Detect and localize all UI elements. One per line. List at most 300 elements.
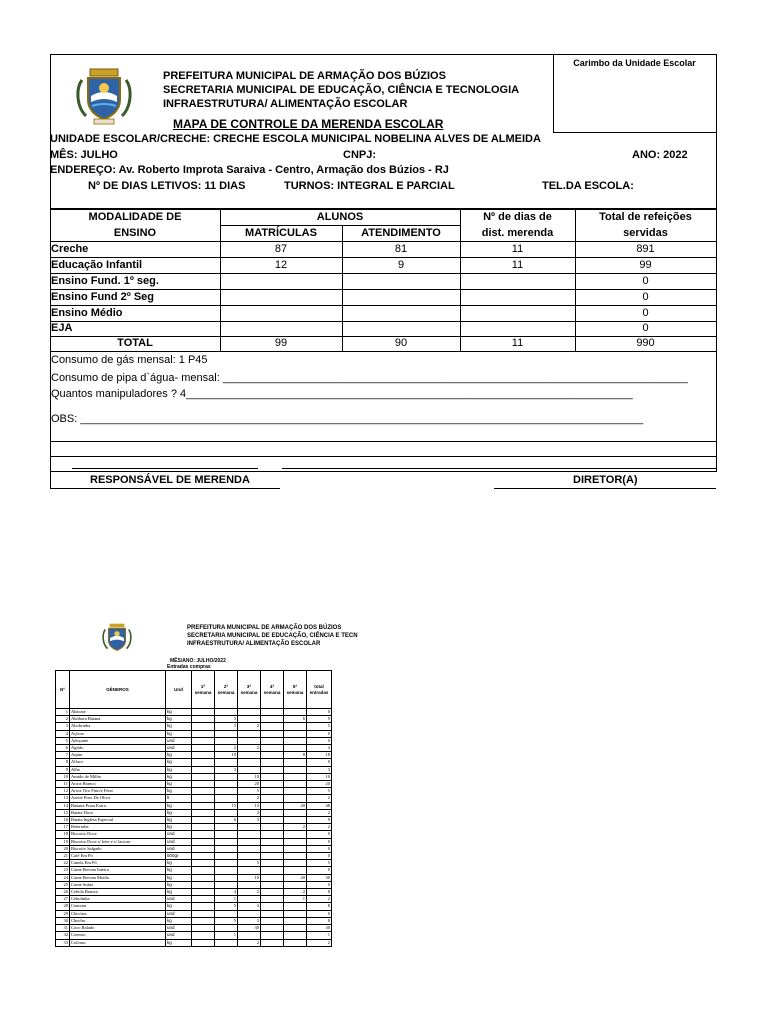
table-cell: kg — [166, 781, 192, 788]
year: ANO: 2022 — [632, 149, 688, 161]
table-cell: 0 — [307, 867, 332, 874]
table-row — [56, 896, 332, 903]
row-name: Ensino Fund 2º Seg — [51, 291, 155, 303]
table-cell: 8 — [284, 752, 307, 759]
table-cell: 8 — [56, 759, 70, 766]
table-row — [56, 752, 332, 759]
table-row — [56, 716, 332, 723]
table-cell — [192, 932, 215, 939]
table-cell: 3 — [307, 766, 332, 773]
table-cell — [192, 817, 215, 824]
table-cell: 14 — [56, 802, 70, 809]
table-cell: 30 — [307, 874, 332, 881]
table-cell: 1 — [284, 896, 307, 903]
table-cell — [284, 917, 307, 924]
table-cell: 5 — [238, 788, 261, 795]
table-cell: Abobrinha — [70, 723, 166, 730]
table-cell — [284, 853, 307, 860]
table-cell: kg — [166, 752, 192, 759]
col-alunos: ALUNOS — [316, 211, 364, 223]
table-cell — [192, 716, 215, 723]
table-cell: Café Em Pó — [70, 853, 166, 860]
table-cell: Banana Prata Extra — [70, 802, 166, 809]
table-cell: Biscoito Doce s/ leite e s/ lactose — [70, 838, 166, 845]
table-header-cell: Nº — [56, 671, 70, 709]
table-cell — [215, 759, 238, 766]
table-cell: Aipim — [70, 752, 166, 759]
table-cell: 2 — [307, 824, 332, 831]
col-modalidade-1: MODALIDADE DE — [88, 211, 182, 223]
table-cell — [261, 845, 284, 852]
gas-consumption: Consumo de gás mensal: 1 P45 — [51, 354, 208, 366]
table-cell: Amido de Milho — [70, 773, 166, 780]
table-cell: 10 — [307, 773, 332, 780]
table-cell: 5 — [56, 737, 70, 744]
row-name: Ensino Fund. 1º seg. — [51, 275, 159, 287]
table-cell — [238, 932, 261, 939]
col-dias-1: Nº de dias de — [483, 211, 552, 223]
table-cell — [261, 867, 284, 874]
city-crest-logo — [72, 66, 136, 126]
table-cell — [215, 853, 238, 860]
table-cell: kg — [166, 809, 192, 816]
col-matriculas: MATRÍCULAS — [245, 227, 317, 239]
table-cell: kg — [166, 802, 192, 809]
table-cell: 18 — [56, 831, 70, 838]
table-cell — [192, 709, 215, 716]
table-cell — [238, 881, 261, 888]
table-cell: Cebola Branca — [70, 889, 166, 896]
table-cell: 2 — [307, 939, 332, 946]
table-cell: 26 — [56, 889, 70, 896]
table-cell: 2 — [238, 745, 261, 752]
table-cell: Canela Em Pó — [70, 860, 166, 867]
table-cell — [261, 759, 284, 766]
table-cell: kg — [166, 824, 192, 831]
table-cell — [215, 860, 238, 867]
table-cell: 16 — [56, 817, 70, 824]
table-cell: 6 — [215, 817, 238, 824]
table-cell: 18 — [307, 752, 332, 759]
table-cell: kg — [166, 917, 192, 924]
table-cell: 13 — [238, 802, 261, 809]
table-cell: 5 — [215, 917, 238, 924]
table-row — [56, 910, 332, 917]
observations: OBS: ____________________________________________________________________________________________ — [51, 413, 644, 425]
table-header-cell: 4ª semana — [261, 671, 284, 709]
table-cell: 4 — [56, 730, 70, 737]
table-cell: kg — [166, 773, 192, 780]
table-cell: kg — [166, 759, 192, 766]
table-header-cell: 3ª semana — [238, 671, 261, 709]
table-cell — [238, 824, 261, 831]
table-cell: 3 — [238, 917, 261, 924]
row-name: Creche — [51, 243, 89, 255]
table-cell — [192, 795, 215, 802]
table-cell: Arroz Branco — [70, 781, 166, 788]
table-cell — [238, 752, 261, 759]
table-cell — [215, 788, 238, 795]
table-cell — [215, 881, 238, 888]
table-cell: 27 — [56, 896, 70, 903]
table-cell: 3 — [215, 716, 238, 723]
table-cell: 0 — [307, 709, 332, 716]
table-cell: 6 — [284, 716, 307, 723]
table-cell: 500gr — [166, 853, 192, 860]
table-cell — [238, 730, 261, 737]
table-cell — [261, 939, 284, 946]
table-cell — [215, 730, 238, 737]
stamp-label: Carimbo da Unidade Escolar — [573, 58, 696, 68]
table-cell: 10 — [215, 752, 238, 759]
table-cell — [192, 917, 215, 924]
row-total: 99 — [639, 259, 652, 271]
table-cell — [284, 838, 307, 845]
table-cell — [261, 766, 284, 773]
table-cell: kg — [166, 889, 192, 896]
row-dias: 11 — [511, 259, 524, 271]
table-cell: Colorau — [70, 939, 166, 946]
table-header-cell: GÊNEROS — [70, 671, 166, 709]
table-row — [56, 730, 332, 737]
table-cell: 5 — [307, 723, 332, 730]
table-cell — [215, 773, 238, 780]
table-cell: und — [166, 831, 192, 838]
table-cell: 1 — [215, 896, 238, 903]
table-cell: 0 — [307, 730, 332, 737]
table-cell — [192, 737, 215, 744]
table-cell: Carne Bovina Moída — [70, 874, 166, 881]
table-cell: Carne Suína — [70, 881, 166, 888]
col-modalidade-2: ENSINO — [113, 227, 157, 239]
table-cell — [192, 752, 215, 759]
table-row — [56, 860, 332, 867]
table-header-cell: total entradas — [307, 671, 332, 709]
table-cell: 29 — [56, 910, 70, 917]
table-row — [56, 903, 332, 910]
table-cell: kg — [166, 874, 192, 881]
table-cell — [284, 845, 307, 852]
shifts: TURNOS: INTEGRAL E PARCIAL — [284, 180, 455, 192]
table-cell — [284, 809, 307, 816]
table-cell: 21 — [56, 853, 70, 860]
table-cell: 20 — [238, 781, 261, 788]
city-crest-logo-small — [100, 622, 134, 654]
table-cell: Chuchu — [70, 917, 166, 924]
table-cell: Abóbora Baiana — [70, 716, 166, 723]
header-line2: SECRETARIA MUNICIPAL DE EDUCAÇÃO, CIÊNCIA E TECNOLOGIA — [163, 84, 520, 96]
table-cell — [238, 853, 261, 860]
table-cell — [261, 709, 284, 716]
form-title: MAPA DE CONTROLE DA MERENDA ESCOLAR — [173, 117, 444, 131]
table-cell: Biscoito Doce — [70, 831, 166, 838]
table-cell: 5 — [307, 860, 332, 867]
table-row — [56, 817, 332, 824]
table-cell — [261, 817, 284, 824]
table-cell — [261, 881, 284, 888]
table-cell — [192, 809, 215, 816]
table-cell: Arroz Tiro Fino/e Feno — [70, 788, 166, 795]
table-cell: 3 — [56, 723, 70, 730]
table-cell — [192, 925, 215, 932]
table-cell: 2 — [238, 939, 261, 946]
table-cell — [215, 781, 238, 788]
table-cell — [192, 759, 215, 766]
table-cell — [261, 730, 284, 737]
table-cell: 2 — [238, 723, 261, 730]
table-cell — [284, 881, 307, 888]
table-cell — [261, 896, 284, 903]
handlers-count: Quantos manipuladores ? 4_________________________________________________________________________ — [51, 388, 633, 400]
table-cell — [215, 831, 238, 838]
table-row — [56, 802, 332, 809]
table-cell: und — [166, 845, 192, 852]
table-cell: 4 — [307, 745, 332, 752]
table-cell — [261, 773, 284, 780]
merenda-control-form — [50, 54, 716, 488]
row-total: 0 — [642, 322, 649, 334]
table-cell — [192, 889, 215, 896]
p2-header-line3: INFRAESTRUTURA/ ALIMENTAÇÃO ESCOLAR — [187, 641, 321, 647]
table-cell — [261, 809, 284, 816]
total-matriculas: 99 — [274, 337, 288, 349]
table-cell — [261, 838, 284, 845]
table-cell — [284, 932, 307, 939]
table-cell: Coentro — [70, 932, 166, 939]
school-phone: TEL.DA ESCOLA: — [542, 180, 634, 192]
table-cell — [284, 817, 307, 824]
table-cell — [261, 917, 284, 924]
table-cell — [192, 838, 215, 845]
table-cell — [261, 752, 284, 759]
table-cell: und — [166, 737, 192, 744]
table-cell — [215, 867, 238, 874]
table-cell — [261, 802, 284, 809]
purchases-entries-page — [0, 600, 768, 1024]
table-row — [56, 723, 332, 730]
row-total: 0 — [642, 275, 649, 287]
table-cell: 0 — [307, 853, 332, 860]
table-row — [56, 932, 332, 939]
table-cell — [215, 910, 238, 917]
table-cell — [238, 910, 261, 917]
table-cell — [261, 889, 284, 896]
table-cell: 8 — [307, 917, 332, 924]
table-cell: Chicória — [70, 910, 166, 917]
table-cell: 20 — [307, 781, 332, 788]
table-row — [56, 788, 332, 795]
table-cell: Adoçante — [70, 737, 166, 744]
table-cell: 9 — [56, 766, 70, 773]
col-atendimento: ATENDIMENTO — [361, 227, 441, 239]
p2-header-line2: SECRETARIA MUNICIPAL DE EDUCAÇÃO, CIÊNCIA E TECN — [187, 633, 358, 639]
table-cell — [261, 853, 284, 860]
table-cell — [261, 788, 284, 795]
table-cell — [261, 824, 284, 831]
table-cell: Biscoito Salgado — [70, 845, 166, 852]
table-cell: 1 — [56, 709, 70, 716]
table-cell: 48 — [307, 802, 332, 809]
table-cell — [261, 723, 284, 730]
row-total: 0 — [642, 291, 649, 303]
table-cell — [192, 860, 215, 867]
table-cell: Açúcar — [70, 730, 166, 737]
table-cell — [215, 795, 238, 802]
col-total-2: servidas — [623, 227, 668, 239]
table-cell: 3 — [238, 903, 261, 910]
table-row — [56, 745, 332, 752]
table-row — [56, 809, 332, 816]
header-line3: INFRAESTRUTURA/ ALIMENTAÇÃO ESCOLAR — [163, 98, 408, 110]
table-cell: Cenoura — [70, 903, 166, 910]
signature-diretor: DIRETOR(A) — [573, 474, 638, 486]
table-cell: 0 — [307, 838, 332, 845]
table-cell: 9 — [307, 716, 332, 723]
table-cell — [261, 932, 284, 939]
table-cell — [192, 723, 215, 730]
total-atendimento: 90 — [394, 337, 408, 349]
table-cell — [215, 709, 238, 716]
table-cell — [261, 781, 284, 788]
table-cell — [215, 737, 238, 744]
table-cell: lt — [166, 795, 192, 802]
table-cell: 12 — [56, 788, 70, 795]
row-name: Ensino Médio — [51, 307, 123, 319]
table-cell — [192, 788, 215, 795]
row-total: 891 — [636, 243, 655, 255]
table-cell — [261, 910, 284, 917]
table-cell: 5 — [215, 903, 238, 910]
table-cell: und — [166, 910, 192, 917]
table-cell: 3 — [238, 817, 261, 824]
table-row — [56, 889, 332, 896]
table-row — [56, 881, 332, 888]
cnpj: CNPJ: — [343, 149, 377, 161]
table-cell: kg — [166, 860, 192, 867]
p2-entries-label: Entradas compras — [167, 664, 211, 670]
table-cell — [261, 874, 284, 881]
table-cell — [284, 773, 307, 780]
table-cell — [261, 925, 284, 932]
table-cell: 20 — [284, 802, 307, 809]
table-cell — [284, 745, 307, 752]
table-cell — [238, 845, 261, 852]
table-cell — [215, 824, 238, 831]
table-cell: 23 — [56, 867, 70, 874]
table-cell: kg — [166, 939, 192, 946]
table-cell: Alface — [70, 759, 166, 766]
table-header-cell: 1ª semana — [192, 671, 215, 709]
p2-header-line1: PREFEITURA MUNICIPAL DE ARMAÇÃO DOS BÚZIOS — [187, 625, 342, 631]
table-cell: 0 — [307, 845, 332, 852]
table-cell — [261, 716, 284, 723]
table-cell — [261, 831, 284, 838]
table-cell: 6 — [56, 745, 70, 752]
row-atendimento: 9 — [397, 259, 405, 271]
table-row — [56, 781, 332, 788]
table-cell: 3 — [215, 723, 238, 730]
table-cell — [192, 745, 215, 752]
p2-month-year: MÊS/ANO: JULHO/2022 — [170, 658, 226, 664]
table-cell: 0 — [307, 881, 332, 888]
table-cell: kg — [166, 867, 192, 874]
table-cell: und — [166, 925, 192, 932]
table-cell: 2 — [238, 809, 261, 816]
total-label: TOTAL — [117, 337, 153, 349]
table-row — [56, 874, 332, 881]
table-cell — [192, 781, 215, 788]
table-cell: 15 — [56, 809, 70, 816]
table-cell — [192, 874, 215, 881]
table-cell — [215, 874, 238, 881]
table-header-cell: 2ª semana — [215, 671, 238, 709]
table-cell — [284, 903, 307, 910]
table-row — [56, 737, 332, 744]
table-cell — [284, 730, 307, 737]
table-row — [56, 709, 332, 716]
table-cell — [215, 845, 238, 852]
table-cell — [284, 766, 307, 773]
table-cell: 2 — [307, 795, 332, 802]
table-cell: 30 — [238, 925, 261, 932]
table-cell: kg — [166, 903, 192, 910]
table-cell — [192, 881, 215, 888]
row-total: 0 — [642, 307, 649, 319]
table-row — [56, 845, 332, 852]
table-cell — [284, 781, 307, 788]
month: MÊS: JULHO — [50, 149, 118, 161]
table-cell: 32 — [56, 932, 70, 939]
table-cell: 10 — [238, 874, 261, 881]
table-cell — [192, 802, 215, 809]
table-cell: 9 — [307, 817, 332, 824]
table-row — [56, 867, 332, 874]
table-cell — [238, 831, 261, 838]
table-row — [56, 917, 332, 924]
table-cell: 13 — [56, 795, 70, 802]
table-row — [56, 766, 332, 773]
table-cell — [192, 824, 215, 831]
table-cell: 30 — [56, 917, 70, 924]
table-cell — [261, 860, 284, 867]
table-row — [56, 824, 332, 831]
table-cell: 2 — [215, 745, 238, 752]
table-cell: 20 — [56, 845, 70, 852]
table-cell: kg — [166, 730, 192, 737]
table-cell — [284, 723, 307, 730]
table-cell: und — [166, 838, 192, 845]
table-cell — [284, 788, 307, 795]
table-cell: 20 — [284, 874, 307, 881]
table-cell: kg — [166, 716, 192, 723]
table-cell: kg — [166, 788, 192, 795]
table-cell: 8 — [307, 903, 332, 910]
table-cell — [238, 759, 261, 766]
row-dias: 11 — [511, 243, 524, 255]
table-cell — [192, 939, 215, 946]
table-cell — [215, 838, 238, 845]
table-header-cell: Und — [166, 671, 192, 709]
signature-responsavel: RESPONSÁVEL DE MERENDA — [90, 474, 250, 486]
table-cell — [238, 896, 261, 903]
table-cell: Azeite Puro De Oliva — [70, 795, 166, 802]
table-cell: 2 — [238, 889, 261, 896]
table-cell: 31 — [56, 925, 70, 932]
table-cell: 7 — [56, 752, 70, 759]
table-row — [56, 838, 332, 845]
table-cell: Carne Bovina Inteira — [70, 867, 166, 874]
table-cell: Alho — [70, 766, 166, 773]
